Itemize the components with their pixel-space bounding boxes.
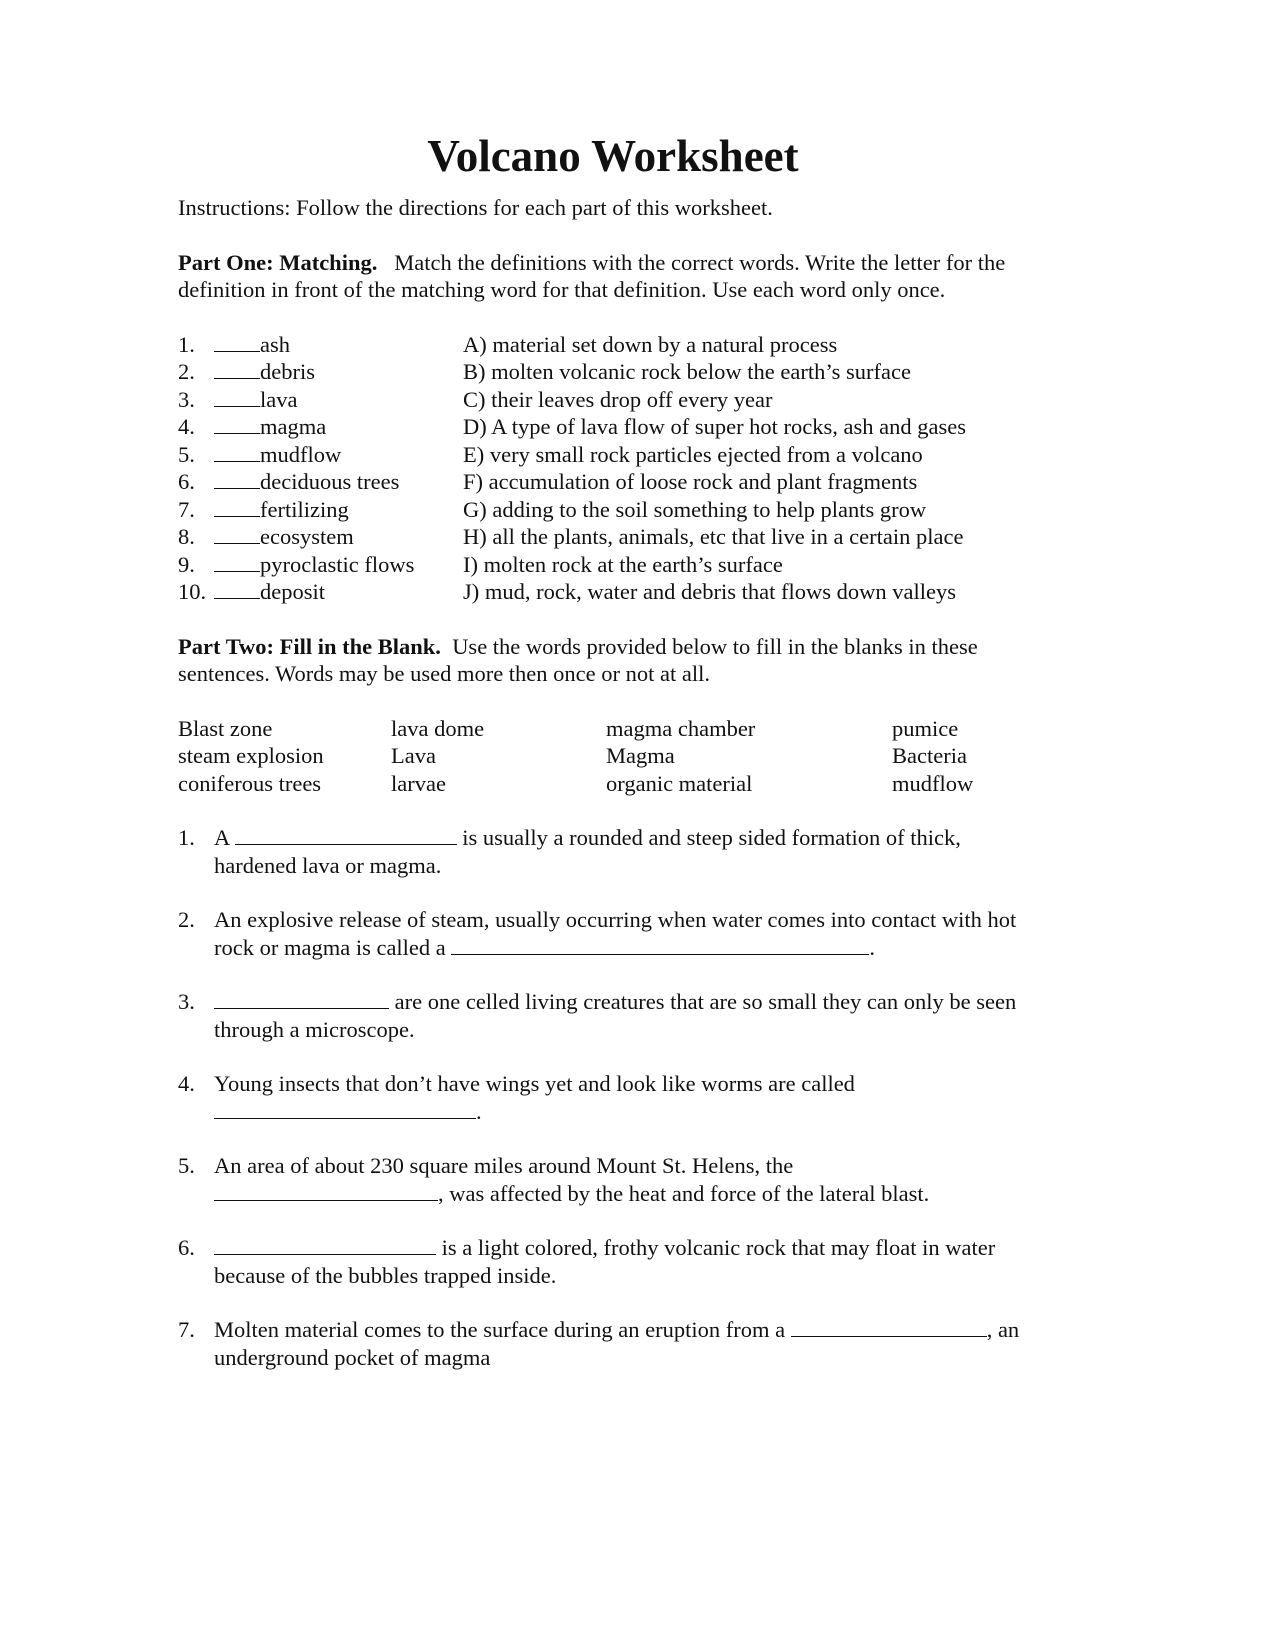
question-text: Molten material comes to the surface during an eruption from a , an underground pocket of magma (214, 1317, 1020, 1370)
question-number: 4. (178, 1071, 195, 1096)
match-word: magma (260, 414, 327, 439)
part-two-intro (178, 633, 1048, 688)
question-item (178, 988, 1048, 1043)
word-bank-item: coniferous trees (178, 770, 322, 796)
word-bank-item: steam explosion (178, 743, 324, 768)
match-word: pyroclastic flows (260, 551, 415, 577)
match-word: deposit (260, 579, 325, 604)
question-item (178, 1316, 1048, 1371)
definition: C) their leaves drop off every year (463, 386, 773, 412)
answer-blank[interactable] (214, 386, 260, 407)
part-one-intro (178, 249, 1048, 304)
match-word: ecosystem (260, 524, 354, 549)
question-text: A is usually a rounded and steep sided formation of thick, hardened lava or magma. (214, 825, 961, 878)
definition: H) all the plants, animals, etc that live in a certain place (463, 524, 964, 549)
definition: G) adding to the soil something to help plants grow (463, 496, 927, 522)
word-bank-row (178, 770, 1048, 798)
match-word-row: 10. deposit (178, 579, 325, 604)
question-text: are one celled living creatures that are so small they can only be seen through a microscope. (214, 989, 1017, 1042)
answer-blank[interactable] (214, 578, 260, 599)
word-bank-item: organic material (606, 770, 753, 796)
word-bank-item: mudflow (892, 770, 974, 796)
matching-section (178, 331, 1048, 606)
fill-blank[interactable] (235, 824, 457, 845)
word-bank-item: larvae (391, 770, 446, 796)
answer-blank[interactable] (214, 441, 260, 462)
match-word-row: 5. mudflow (178, 441, 342, 467)
worksheet-page (178, 131, 1048, 1398)
answer-blank[interactable] (214, 496, 260, 517)
match-word: lava (260, 386, 298, 412)
question-text: An explosive release of steam, usually occurring when water comes into contact with hot rock or magma is called a . (214, 907, 1017, 960)
question-item (178, 1234, 1048, 1289)
fill-blank[interactable] (451, 934, 869, 955)
question-text: is a light colored, frothy volcanic rock that may float in water because of the bubbles trapped inside. (214, 1235, 996, 1288)
word-bank-item: magma chamber (606, 715, 756, 741)
question-item (178, 1152, 1048, 1207)
word-bank-row (178, 715, 1048, 743)
word-bank-item: Magma (606, 743, 675, 768)
word-bank-item: Lava (391, 743, 436, 768)
answer-blank[interactable] (214, 468, 260, 489)
match-word: mudflow (260, 441, 342, 467)
worksheet-title: Volcano Worksheet (427, 131, 799, 181)
definition: J) mud, rock, water and debris that flows down valleys (463, 579, 957, 604)
match-word: ash (260, 331, 290, 357)
definition: F) accumulation of loose rock and plant fragments (463, 469, 918, 494)
matching-definitions (463, 331, 1048, 606)
part-one-heading: Part One: Matching. (178, 249, 378, 275)
definition: A) material set down by a natural process (463, 331, 838, 357)
fill-in-questions (178, 824, 1048, 1371)
definition: B) molten volcanic rock below the earth’s surface (463, 359, 911, 384)
match-word-row: 8. ecosystem (178, 524, 354, 549)
answer-blank[interactable] (214, 523, 260, 544)
word-bank-item: lava dome (391, 715, 485, 741)
question-item (178, 824, 1048, 879)
match-word-row: 1. ash (178, 331, 290, 357)
word-bank-row (178, 742, 1048, 770)
part-one-text: Match the definitions with the correct words. Write the letter for the definition in front of the matching word for that definition. Use each word only once. (178, 249, 1006, 302)
question-number: 5. (178, 1153, 195, 1178)
matching-words (178, 331, 463, 606)
question-number: 7. (178, 1317, 195, 1342)
definition: D) A type of lava flow of super hot rocks, ash and gases (463, 414, 967, 439)
fill-blank[interactable] (214, 988, 389, 1009)
definition: I) molten rock at the earth’s surface (463, 551, 783, 577)
question-item (178, 906, 1048, 961)
match-word: deciduous trees (260, 469, 400, 494)
word-bank-item: Bacteria (892, 743, 967, 768)
word-bank (178, 715, 1048, 798)
fill-blank[interactable] (214, 1234, 436, 1255)
answer-blank[interactable] (214, 358, 260, 379)
instructions: Instructions: Follow the directions for each part of this worksheet. (178, 195, 773, 220)
word-bank-item: Blast zone (178, 715, 273, 741)
question-number: 6. (178, 1235, 195, 1260)
question-text: An area of about 230 square miles around Mount St. Helens, the , was affected by the heat and force of the lateral blast. (214, 1153, 930, 1206)
fill-blank[interactable] (791, 1316, 987, 1337)
answer-blank[interactable] (214, 413, 260, 434)
match-word-row: 9. pyroclastic flows (178, 551, 415, 577)
question-number: 3. (178, 989, 195, 1014)
answer-blank[interactable] (214, 551, 260, 572)
definition: E) very small rock particles ejected from a volcano (463, 441, 923, 467)
question-number: 1. (178, 825, 195, 850)
match-word: fertilizing (260, 496, 349, 522)
answer-blank[interactable] (214, 331, 260, 352)
match-word-row: 7. fertilizing (178, 496, 349, 522)
part-two-heading: Part Two: Fill in the Blank. (178, 633, 441, 659)
fill-blank[interactable] (214, 1098, 476, 1119)
match-word-row: 6. deciduous trees (178, 469, 400, 494)
question-item (178, 1070, 1048, 1125)
fill-blank[interactable] (214, 1180, 438, 1201)
question-number: 2. (178, 907, 195, 932)
part-two-text: Use the words provided below to fill in the blanks in these sentences. Words may be used more then once or not at all. (178, 633, 978, 686)
question-text: Young insects that don’t have wings yet and look like worms are called . (214, 1071, 855, 1124)
word-bank-item: pumice (892, 715, 959, 741)
match-word-row: 3. lava (178, 386, 298, 412)
match-word-row: 4. magma (178, 414, 327, 439)
match-word: debris (260, 359, 315, 384)
match-word-row: 2. debris (178, 359, 315, 384)
